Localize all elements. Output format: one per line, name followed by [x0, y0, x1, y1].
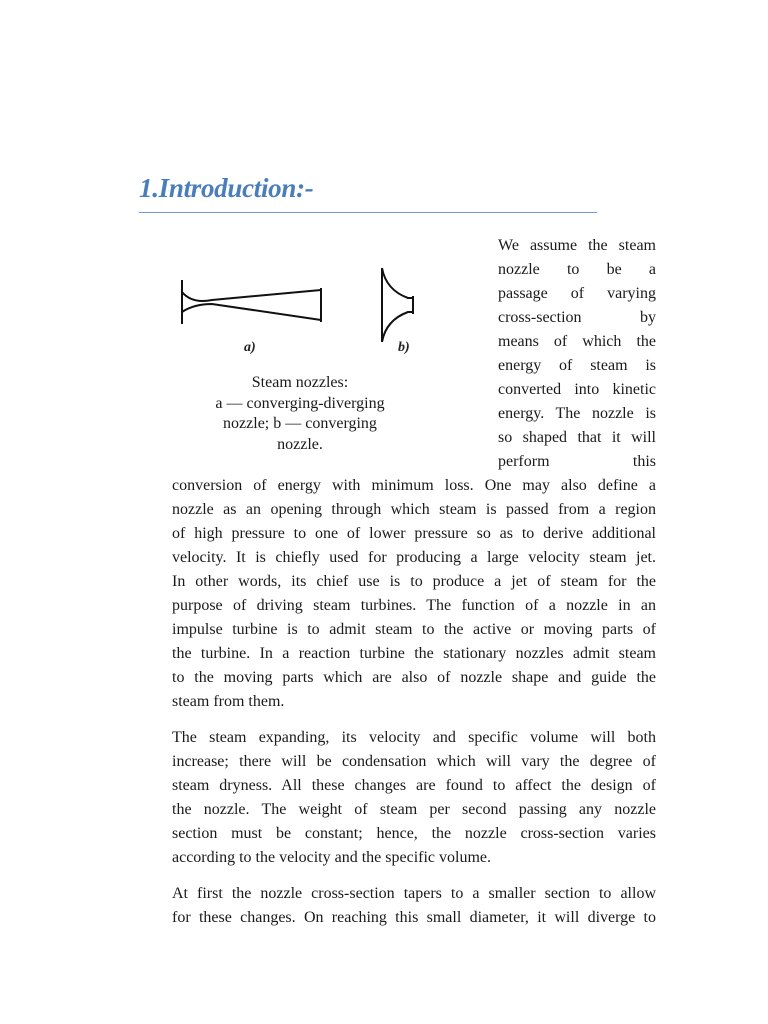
intro-side-text [498, 234, 656, 474]
heading-underline [139, 212, 597, 213]
text-line: the turbine. In a reaction turbine the stationary nozzles admit steam [172, 645, 656, 662]
text-line: of high pressure to one of lower pressure so as to derive additional [172, 525, 656, 542]
text-line: section must be constant; hence, the nozzle cross-section varies [172, 825, 656, 842]
text-line: perform this [498, 453, 656, 470]
text-line: steam dryness. All these changes are found to affect the design of [172, 777, 656, 794]
text-line: We assume the steam [498, 237, 656, 254]
text-line: energy. The nozzle is [498, 405, 656, 422]
text-line: At first the nozzle cross-section tapers to a smaller section to allow [172, 885, 656, 902]
text-line: to the moving parts which are also of nozzle shape and guide the [172, 669, 656, 686]
text-line: In other words, its chief use is to produce a jet of steam for the [172, 573, 656, 590]
text-line: purpose of driving steam turbines. The function of a nozzle in an [172, 597, 656, 614]
text-line: nozzle as an opening through which steam is passed from a region [172, 501, 656, 518]
text-line: increase; there will be condensation which will vary the degree of [172, 753, 656, 770]
text-line: conversion of energy with minimum loss. One may also define a [172, 477, 656, 494]
text-line: so shaped that it will [498, 429, 656, 446]
paragraph-3 [172, 882, 656, 930]
body-text [172, 474, 656, 942]
text-line: converted into kinetic [498, 381, 656, 398]
caption-line: nozzle; b — converging [223, 415, 377, 432]
text-line: The steam expanding, its velocity and specific volume will both [172, 729, 656, 746]
text-line: energy of steam is [498, 357, 656, 374]
caption-line: a — converging-diverging [215, 394, 385, 412]
figure-label-a: a) [244, 340, 256, 355]
text-line: according to the velocity and the specific volume. [172, 849, 491, 866]
text-line: the nozzle. The weight of steam per second passing any nozzle [172, 801, 656, 818]
caption-line: Steam nozzles: [251, 374, 349, 391]
text-line: means of which the [498, 333, 656, 350]
paragraph-2 [172, 726, 656, 870]
text-line: velocity. It is chiefly used for producing a large velocity steam jet. [172, 549, 656, 566]
text-line: nozzle to be a [498, 261, 656, 278]
text-line: passage of varying [498, 285, 656, 302]
nozzle-drawing [172, 260, 432, 360]
converging-nozzle [382, 268, 413, 342]
caption-line: nozzle. [277, 435, 323, 453]
converging-diverging-nozzle [182, 280, 321, 324]
text-line: for these changes. On reaching this small diameter, it will diverge to [172, 909, 656, 926]
figure-label-b: b) [398, 340, 410, 355]
figure-caption [190, 373, 410, 455]
paragraph-1 [172, 474, 656, 714]
text-line: impulse turbine is to admit steam to the active or moving parts of [172, 621, 656, 638]
section-heading: 1.Introduction:- [139, 173, 314, 203]
text-line: cross-section by [498, 309, 656, 326]
text-line: steam from them. [172, 693, 285, 710]
